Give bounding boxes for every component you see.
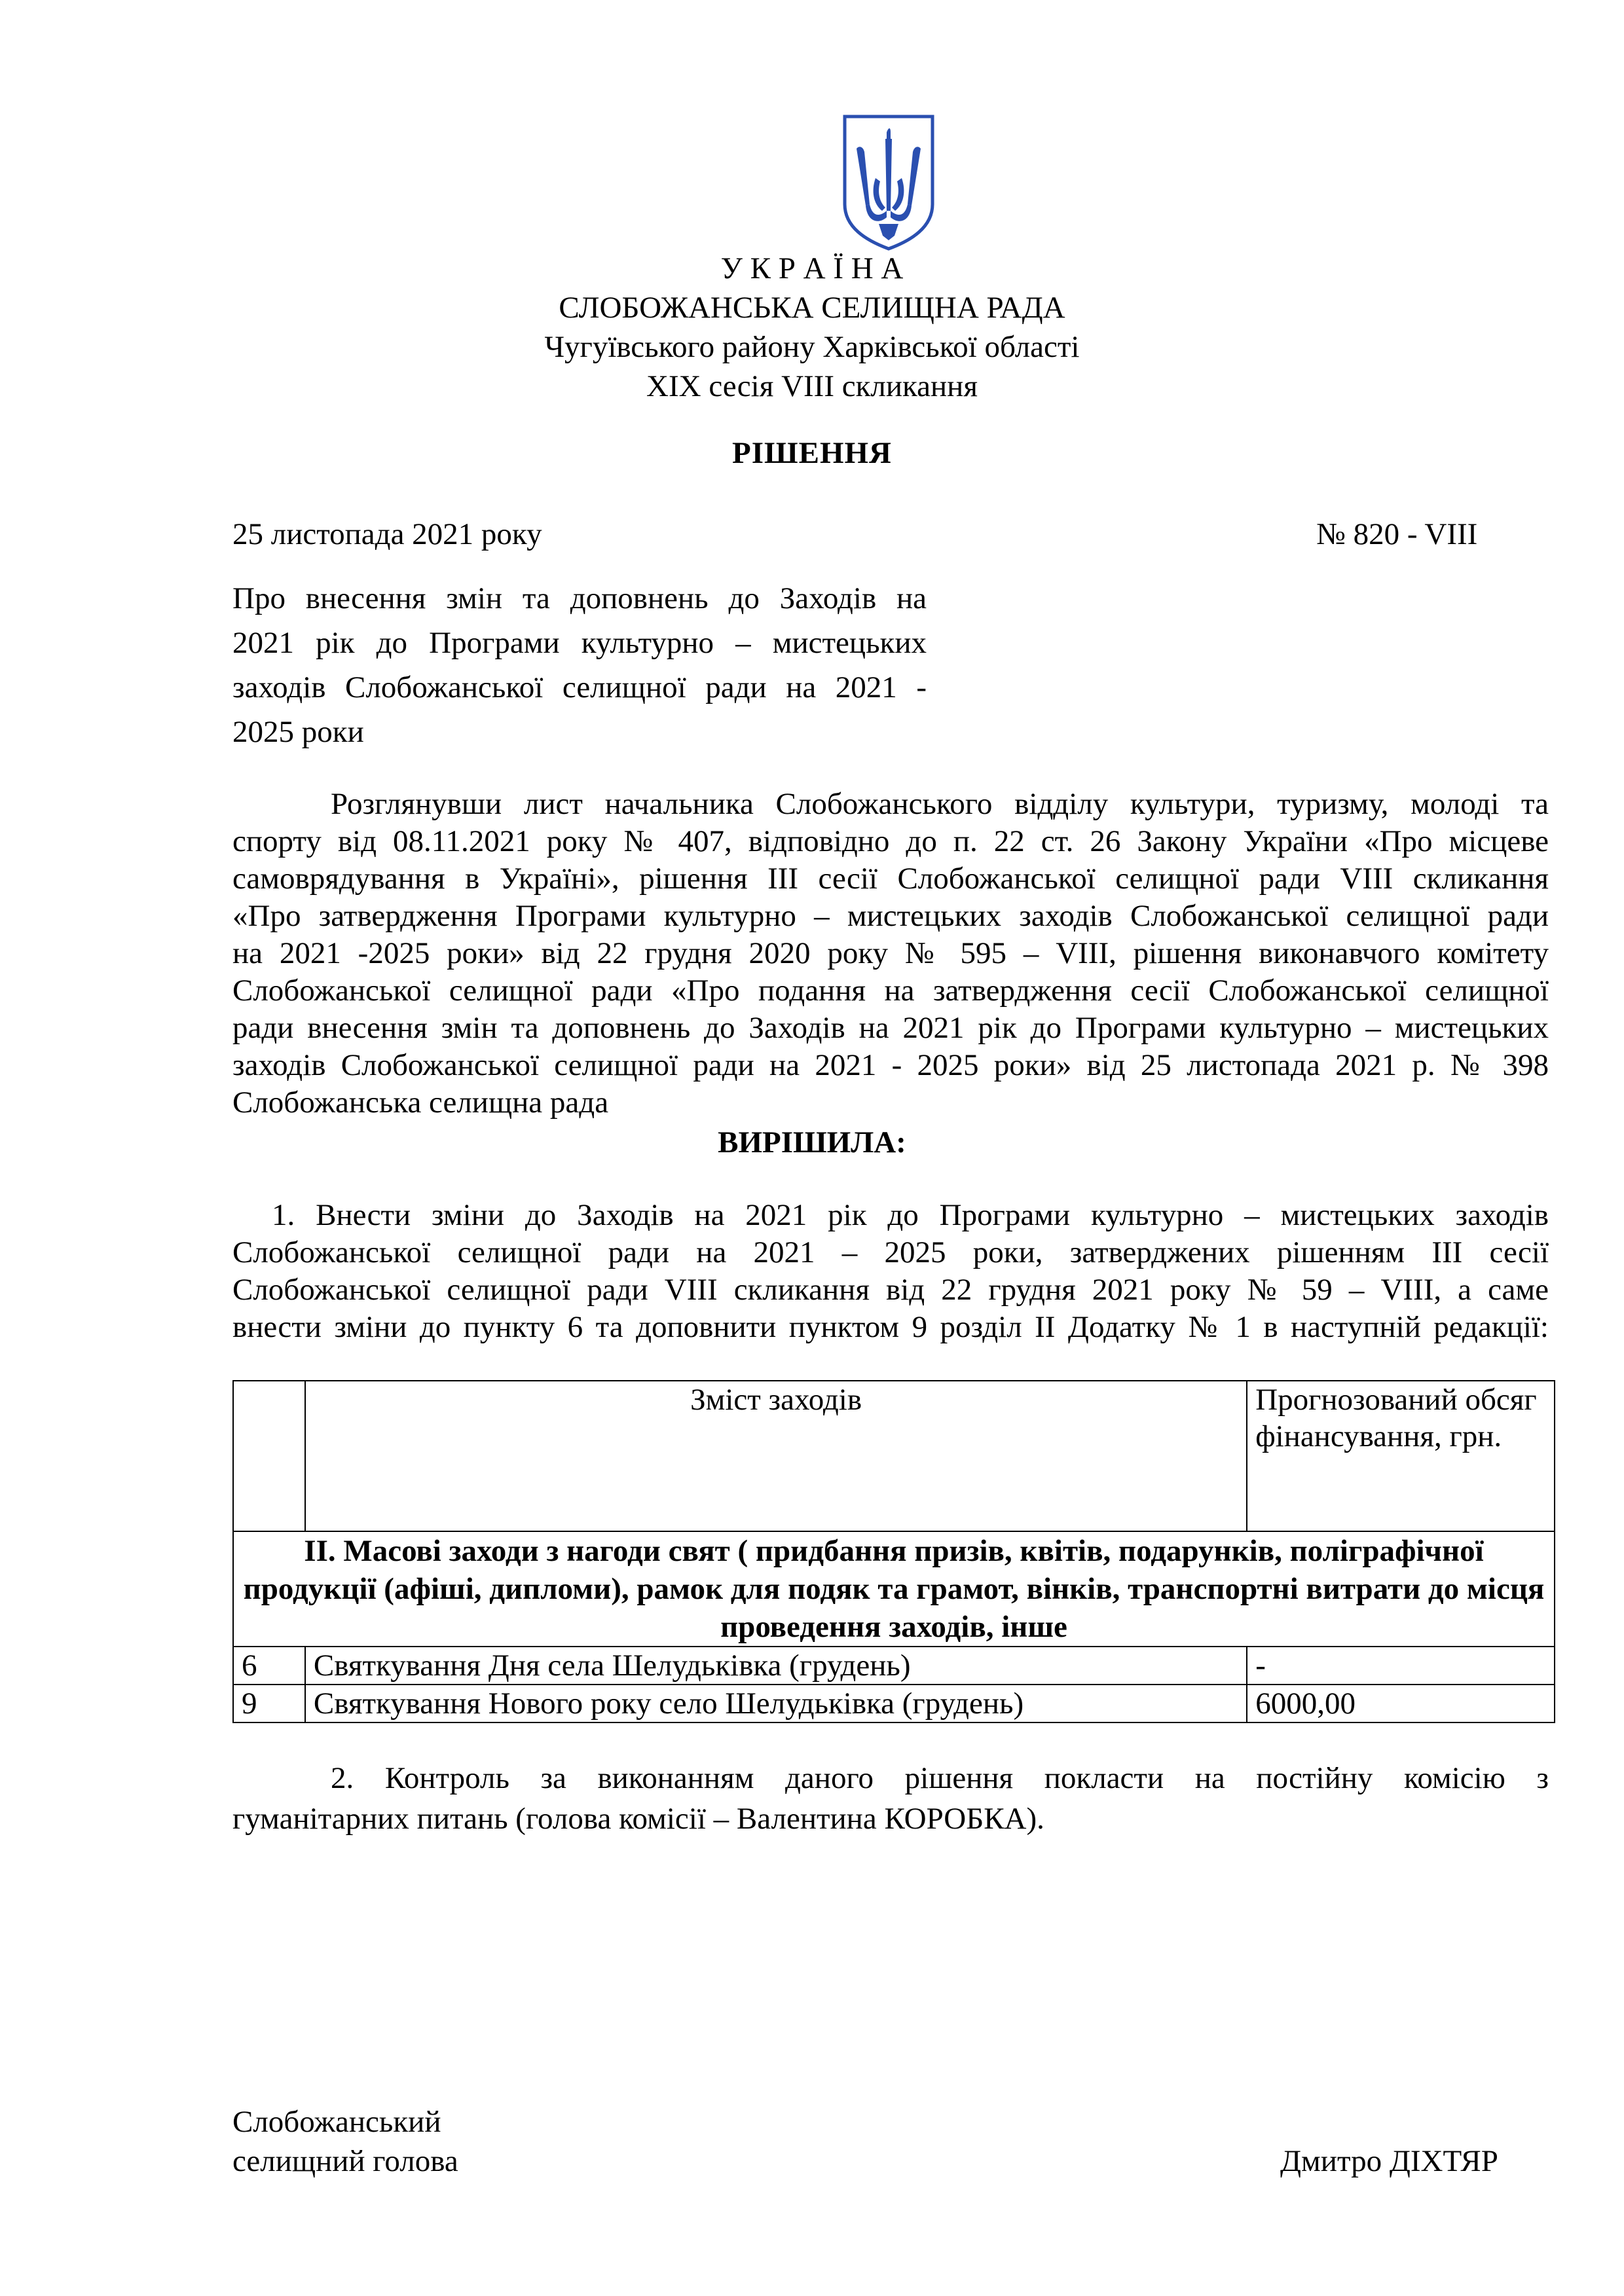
row-content-cell: Святкування Дня села Шелудьківка (грудень): [305, 1647, 1247, 1685]
preamble-line: Слобожанської селищної ради «Про подання на затвердження сесії Слобожанської селищної: [232, 974, 1549, 1008]
item-line: 1. Внести зміни до Заходів на 2021 рік до Програми культурно – мистецьких заходів: [272, 1198, 1549, 1232]
district-name: Чугуївського району Харківської області: [544, 330, 1080, 364]
header-num-cell: [233, 1381, 305, 1531]
row-num-cell: 9: [233, 1685, 305, 1722]
signer-title-line1: Слобожанський: [232, 2105, 441, 2139]
table-header-row: [233, 1381, 1555, 1531]
item-line: гуманітарних питань (голова комісії – Валентина КОРОБКА).: [232, 1802, 1044, 1836]
item-line: Слобожанської селищної ради на 2021 – 2025 роки, затверджених рішенням ІІІ сесії: [232, 1235, 1549, 1269]
preamble-line: на 2021 -2025 роки» від 22 грудня 2020 року № 595 – VIII, рішення виконавчого комітету: [232, 936, 1549, 970]
coat-of-arms-icon: [840, 113, 938, 251]
document-header: [0, 249, 1624, 406]
item-line: Слобожанської селищної ради VІІІ скликання від 22 грудня 2021 року № 59 – VIII, а саме: [232, 1273, 1549, 1307]
session-info: XIX сесія VIII скликання: [646, 369, 978, 403]
measures-table: [232, 1380, 1555, 1723]
decision-subject: [232, 576, 927, 754]
row-num-cell: 6: [233, 1647, 305, 1685]
preamble-line: спорту від 08.11.2021 року № 407, відповідно до п. 22 ст. 26 Закону України «Про місцеве: [232, 824, 1549, 858]
subject-line: 2021 рік до Програми культурно – мистецьких: [232, 626, 927, 660]
decided-heading: ВИРІШИЛА:: [718, 1125, 906, 1159]
country-name: У К Р А Ї Н А: [720, 251, 904, 285]
decision-item-2: [232, 1758, 1549, 1839]
section-row: [233, 1531, 1555, 1647]
subject-line: Про внесення змін та доповнень до Заходів на: [232, 581, 927, 615]
preamble-line: «Про затвердження Програми культурно – мистецьких заходів Слобожанської селищної ради: [232, 899, 1549, 933]
table-row: [233, 1685, 1555, 1722]
preamble-line: Розглянувши лист начальника Слобожанського відділу культури, туризму, молоді та: [331, 787, 1549, 821]
item-line: 2. Контроль за виконанням даного рішення покласти на постійну комісію з: [331, 1761, 1549, 1795]
row-amount-cell: -: [1247, 1647, 1555, 1685]
preamble: [232, 786, 1549, 1121]
decision-item-1: [232, 1197, 1549, 1346]
row-amount-cell: 6000,00: [1247, 1685, 1555, 1722]
decision-date: 25 листопада 2021 року: [232, 517, 542, 551]
preamble-line: заходів Слобожанської селищної ради на 2021 - 2025 роки» від 25 листопада 2021 р. № 398: [232, 1048, 1549, 1082]
section-title-cell: ІІ. Масові заходи з нагоди свят ( придбання призів, квітів, подарунків, поліграфічної продукції (афіші, дипломи), рамок для подяк та грамот, вінків, транспортні витрати до місця проведення заходів, інше: [233, 1531, 1555, 1647]
header-content-cell: Зміст заходів: [305, 1381, 1247, 1531]
preamble-line: самоврядування в Україні», рішення ІІІ сесії Слобожанської селищної ради VІІІ скликання: [232, 862, 1549, 896]
subject-line: 2025 роки: [232, 715, 364, 749]
signer-name: Дмитро ДІХТЯР: [1280, 2144, 1498, 2178]
preamble-line: Слобожанська селищна рада: [232, 1085, 609, 1120]
row-content-cell: Святкування Нового року село Шелудьківка (грудень): [305, 1685, 1247, 1722]
header-funding-cell: Прогнозований обсяг фінансування, грн.: [1247, 1381, 1555, 1531]
decision-number: № 820 - VIII: [1316, 517, 1478, 551]
item-line: внести зміни до пункту 6 та доповнити пунктом 9 розділ ІІ Додатку № 1 в наступній редакції:: [232, 1310, 1549, 1344]
document-title: РІШЕННЯ: [731, 436, 893, 470]
table-row: [233, 1647, 1555, 1685]
signer-title-line2: селищний голова: [232, 2144, 458, 2178]
preamble-line: ради внесення змін та доповнень до Заходів на 2021 рік до Програми культурно – мистецьких: [232, 1011, 1549, 1045]
council-name: СЛОБОЖАНСЬКА СЕЛИЩНА РАДА: [559, 291, 1065, 325]
subject-line: заходів Слобожанської селищної ради на 2021 -: [232, 670, 927, 704]
